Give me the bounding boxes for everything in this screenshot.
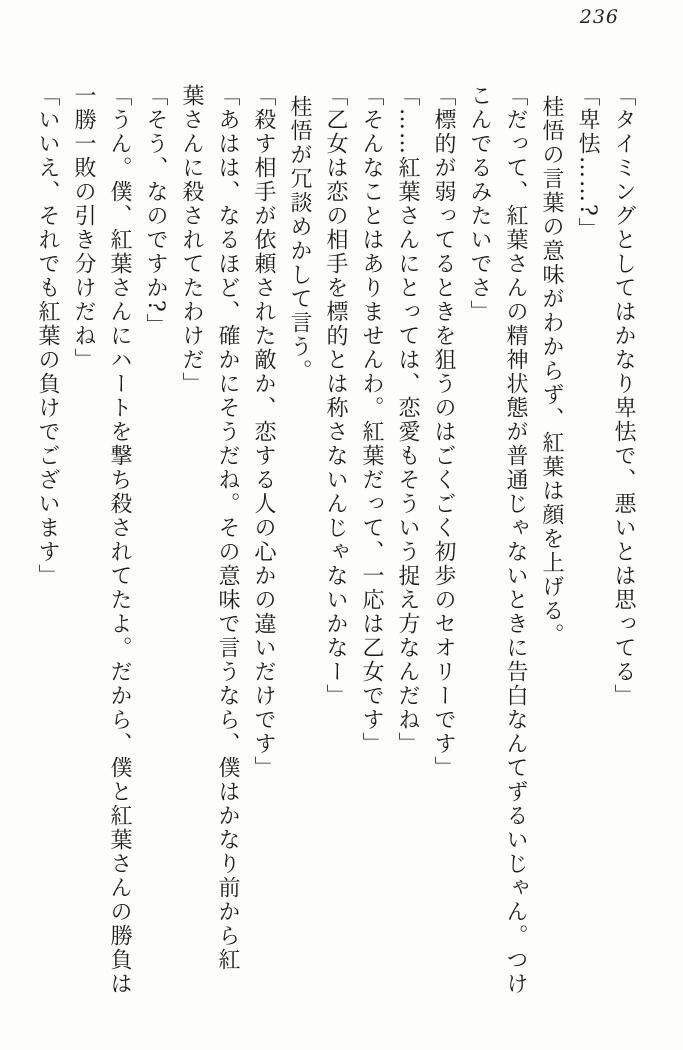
- text-line-9: 「乙女は恋の相手を標的とは称さないんじゃないかなー」: [323, 84, 348, 708]
- novel-text-block: [29, 84, 641, 1009]
- text-line-13: 葉さんに殺されてたわけだ」: [179, 84, 204, 396]
- text-line-2: 「卑怯……?」: [575, 84, 600, 242]
- text-line-17: 「いいえ、それでも紅葉の負けでございます」: [35, 84, 60, 588]
- text-line-16: 一勝一敗の引き分けだね」: [71, 84, 96, 372]
- text-line-1: 「タイミングとしてはかなり卑怯で、悪いとは思ってる」: [611, 84, 636, 708]
- text-line-10: 桂悟が冗談めかして言う。: [287, 95, 312, 383]
- text-line-7: 「……紅葉さんにとっては、恋愛もそういう捉え方なんだね」: [395, 84, 420, 756]
- text-line-12: 「あはは、なるほど、確かにそうだね。その意味で言うなら、僕はかなり前から紅: [215, 84, 240, 972]
- text-line-11: 「殺す相手が依頼された敵か、恋する人の心かの違いだけです」: [251, 84, 276, 780]
- text-line-3: 桂悟の言葉の意味がわからず、紅葉は顔を上げる。: [539, 95, 564, 647]
- text-line-4: 「だって、紅葉さんの精神状態が普通じゃないときに告白なんてずるいじゃん。つけ: [503, 84, 528, 996]
- text-line-14: 「そう、なのですか?」: [143, 84, 168, 338]
- text-line-15: 「うん。僕、紅葉さんにハートを撃ち殺されてたよ。だから、僕と紅葉さんの勝負は: [107, 84, 132, 996]
- text-line-6: 「標的が弱ってるときを狙うのはごくごく初歩のセオリーです」: [431, 84, 456, 780]
- text-line-8: 「そんなことはありませんわ。紅葉だって、一応は乙女です」: [359, 84, 384, 756]
- text-line-5: こんでるみたいでさ」: [467, 84, 492, 324]
- page-number: 236: [579, 6, 619, 28]
